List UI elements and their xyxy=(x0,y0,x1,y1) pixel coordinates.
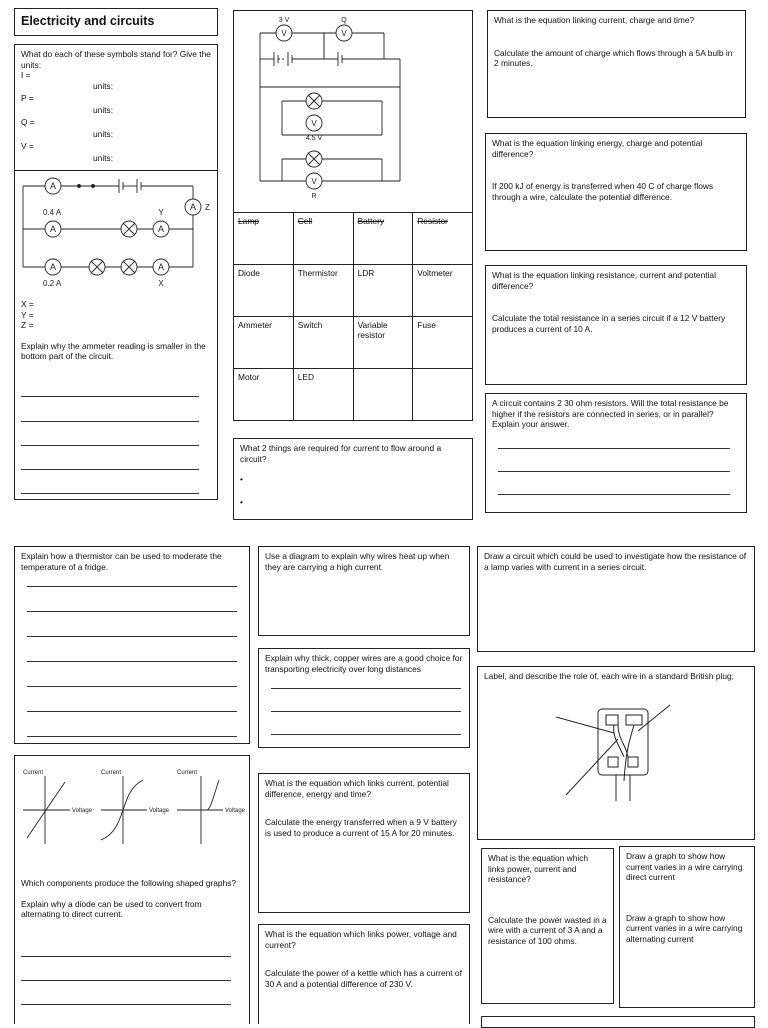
wires-heat-question: Use a diagram to explain why wires heat up when they are carrying a high current. xyxy=(265,551,450,572)
resistance-question: What is the equation linking resistance, current and potential difference? xyxy=(492,270,716,291)
energy-time-question: What is the equation which links current, potential difference, energy and time? xyxy=(265,778,449,799)
symbol-v-units: units: xyxy=(93,153,114,163)
cell-lamp[interactable]: Lamp xyxy=(234,213,294,265)
answer-line[interactable] xyxy=(21,421,199,422)
graph-2-voltage-label: Voltage xyxy=(149,808,170,814)
answer-line[interactable] xyxy=(498,448,730,449)
energy-time-box xyxy=(258,773,470,913)
cell-resistor[interactable]: Resistor xyxy=(413,213,473,265)
symbol-p-units: units: xyxy=(93,105,114,115)
answer-line[interactable] xyxy=(27,636,237,637)
answer-line[interactable] xyxy=(27,611,237,612)
ammeter-symbol-top: A xyxy=(49,181,57,191)
power-resistance-calc: Calculate the power wasted in a wire with a current of 3 A and a resistance of 100 ohms. xyxy=(488,914,607,946)
symbol-q-label: Q = xyxy=(21,117,35,127)
ammeter-question: Explain why the ammeter reading is smaller in the bottom part of the circuit. xyxy=(21,340,206,361)
symbol-v-label: V = xyxy=(21,141,34,151)
copper-wires-box xyxy=(258,648,470,748)
reading-bottom: 0.2 A xyxy=(43,279,62,288)
worksheet-title: Electricity and circuits xyxy=(14,8,218,36)
voltmeter-symbol-1: V xyxy=(281,29,287,38)
lamp-circuit-box xyxy=(477,546,755,652)
graph-3-voltage-label: Voltage xyxy=(225,808,246,814)
bullet-1[interactable]: • xyxy=(240,474,243,484)
cell-switch[interactable]: Switch xyxy=(293,317,353,369)
energy-charge-question: What is the equation linking energy, charge and potential difference? xyxy=(492,138,703,159)
plug-box xyxy=(477,666,755,840)
voltmeter-circuit-box xyxy=(233,10,473,216)
voltmeter-reading-4-5v: 4.5 V xyxy=(305,135,323,142)
resistors-question: A circuit contains 2 30 ohm resistors. Will the total resistance be higher if the resistors are connected in series, or in parallel? Explain your answer. xyxy=(492,398,729,429)
lamp-circuit-question: Draw a circuit which could be used to investigate how the resistance of a lamp varies with current in a series circuit. xyxy=(484,551,747,572)
label-z: Z xyxy=(205,203,210,212)
answer-line[interactable] xyxy=(21,445,199,446)
voltmeter-label-r: R xyxy=(311,193,317,200)
diode-question: Explain why a diode can be used to convert from alternating to direct current. xyxy=(21,898,202,919)
answer-line[interactable] xyxy=(27,686,237,687)
cell-voltmeter[interactable]: Voltmeter xyxy=(413,265,473,317)
answer-line[interactable] xyxy=(27,586,237,587)
iv-graphs xyxy=(15,762,251,862)
cell-thermistor[interactable]: Thermistor xyxy=(293,265,353,317)
resistance-calc: Calculate the total resistance in a series circuit if a 12 V battery produces a current of 10 A. xyxy=(492,313,726,334)
answer-line[interactable] xyxy=(271,688,461,689)
symbol-p-label: P = xyxy=(21,93,34,103)
label-x: X xyxy=(158,279,164,288)
power-resistance-box xyxy=(481,848,614,1004)
graphs-box xyxy=(14,755,250,1024)
ac-graph-question: Draw a graph to show how current varies in a wire carrying alternating current xyxy=(626,912,743,944)
dc-ac-graph-box xyxy=(619,846,755,1008)
plug-diagram xyxy=(556,701,696,811)
answer-line[interactable] xyxy=(21,396,199,397)
graph-1-voltage-label: Voltage xyxy=(72,808,93,814)
answer-line[interactable] xyxy=(27,711,237,712)
voltmeter-circuit-diagram xyxy=(234,11,474,211)
answer-line[interactable] xyxy=(21,493,199,494)
cell-motor[interactable]: Motor xyxy=(234,369,294,421)
ammeter-symbol-x: A xyxy=(157,262,165,272)
power-voltage-box xyxy=(258,924,470,1024)
voltmeter-reading-3v: 3 V xyxy=(278,17,290,24)
parallel-ammeter-circuit-diagram xyxy=(15,173,219,293)
answer-line[interactable] xyxy=(21,956,231,957)
resistance-box xyxy=(485,265,747,385)
cell-battery[interactable]: Battery xyxy=(353,213,413,265)
resistors-box xyxy=(485,393,747,513)
answer-line[interactable] xyxy=(27,661,237,662)
answer-y: Y = xyxy=(21,309,34,320)
charge-calc-question: Calculate the amount of charge which flows through a 5A bulb in 2 minutes. xyxy=(494,47,733,68)
answer-line[interactable] xyxy=(21,469,199,470)
answer-line[interactable] xyxy=(498,471,730,472)
symbols-box xyxy=(14,44,218,171)
copper-wires-question: Explain why thick, copper wires are a good choice for transporting electricity over long distances xyxy=(265,653,463,674)
voltmeter-symbol-2: V xyxy=(341,29,347,38)
current-flow-box xyxy=(233,438,473,520)
cell-empty[interactable] xyxy=(353,369,413,421)
energy-charge-calc: If 200 kJ of energy is transferred when 40 C of charge flows through a wire, calculate the potential difference. xyxy=(492,181,714,202)
graph-2-current-label: Current xyxy=(101,770,122,776)
answer-line[interactable] xyxy=(271,711,461,712)
dc-graph-question: Draw a graph to show how current varies in a wire carrying direct current xyxy=(626,851,743,882)
current-flow-question: What 2 things are required for current to flow around a circuit? xyxy=(240,443,442,464)
bottom-cutoff-box xyxy=(481,1016,755,1028)
answer-x: X = xyxy=(21,299,34,309)
wires-heat-box xyxy=(258,546,470,636)
graph-3-current-label: Current xyxy=(177,770,198,776)
answer-z: Z = xyxy=(21,320,34,330)
answer-line[interactable] xyxy=(498,494,730,495)
component-symbols-table xyxy=(233,212,473,428)
energy-time-calc: Calculate the energy transferred when a 9 V battery is used to produce a current of 15 A for 20 minutes. xyxy=(265,817,457,838)
cell-led[interactable]: LED xyxy=(293,369,353,421)
answer-line[interactable] xyxy=(21,980,231,981)
symbol-i-label: I = xyxy=(21,70,31,80)
reading-top: 0.4 A xyxy=(43,208,62,217)
ammeter-symbol-bottom: A xyxy=(49,262,57,272)
power-voltage-question: What is the equation which links power, voltage and current? xyxy=(265,929,457,950)
cell-fuse[interactable]: Fuse xyxy=(413,317,473,369)
ammeter-symbol-middle: A xyxy=(49,224,57,234)
symbol-q-units: units: xyxy=(93,129,114,139)
graph-1-current-label: Current xyxy=(23,770,44,776)
cell-ldr[interactable]: LDR xyxy=(353,265,413,317)
plug-question: Label, and describe the role of, each wire in a standard British plug; xyxy=(484,671,735,681)
label-y: Y xyxy=(158,208,164,217)
thermistor-box xyxy=(14,546,250,744)
ammeter-symbol-z: A xyxy=(189,202,197,212)
bullet-2[interactable]: • xyxy=(240,496,243,507)
charge-equation-question: What is the equation linking current, charge and time? xyxy=(494,15,695,25)
answer-line[interactable] xyxy=(21,1004,231,1005)
cell-ammeter[interactable]: Ammeter xyxy=(234,317,294,369)
voltmeter-label-q: Q xyxy=(341,17,347,24)
answer-line[interactable] xyxy=(27,736,237,737)
cell-cell[interactable]: Cell xyxy=(293,213,353,265)
cell-variable-resistor[interactable]: Variable resistor xyxy=(353,317,413,369)
symbols-question: What do each of these symbols stand for? Give the units: xyxy=(21,49,211,70)
voltmeter-symbol-4: V xyxy=(311,177,317,186)
voltmeter-symbol-3: V xyxy=(311,119,317,128)
ammeter-circuit-box xyxy=(14,170,218,500)
energy-charge-box xyxy=(485,133,747,251)
thermistor-question: Explain how a thermistor can be used to moderate the temperature of a fridge. xyxy=(21,551,222,572)
symbol-i-units: units: xyxy=(93,81,114,91)
power-resistance-question: What is the equation which links power, current and resistance? xyxy=(488,853,589,884)
answer-line[interactable] xyxy=(271,734,461,735)
charge-question-box xyxy=(487,10,746,118)
cell-empty[interactable] xyxy=(413,369,473,421)
cell-diode[interactable]: Diode xyxy=(234,265,294,317)
graphs-question: Which components produce the following shaped graphs? xyxy=(21,878,237,888)
ammeter-symbol-y: A xyxy=(157,224,165,234)
power-voltage-calc: Calculate the power of a kettle which has a current of 30 A and a potential difference of 230 V. xyxy=(265,968,462,989)
